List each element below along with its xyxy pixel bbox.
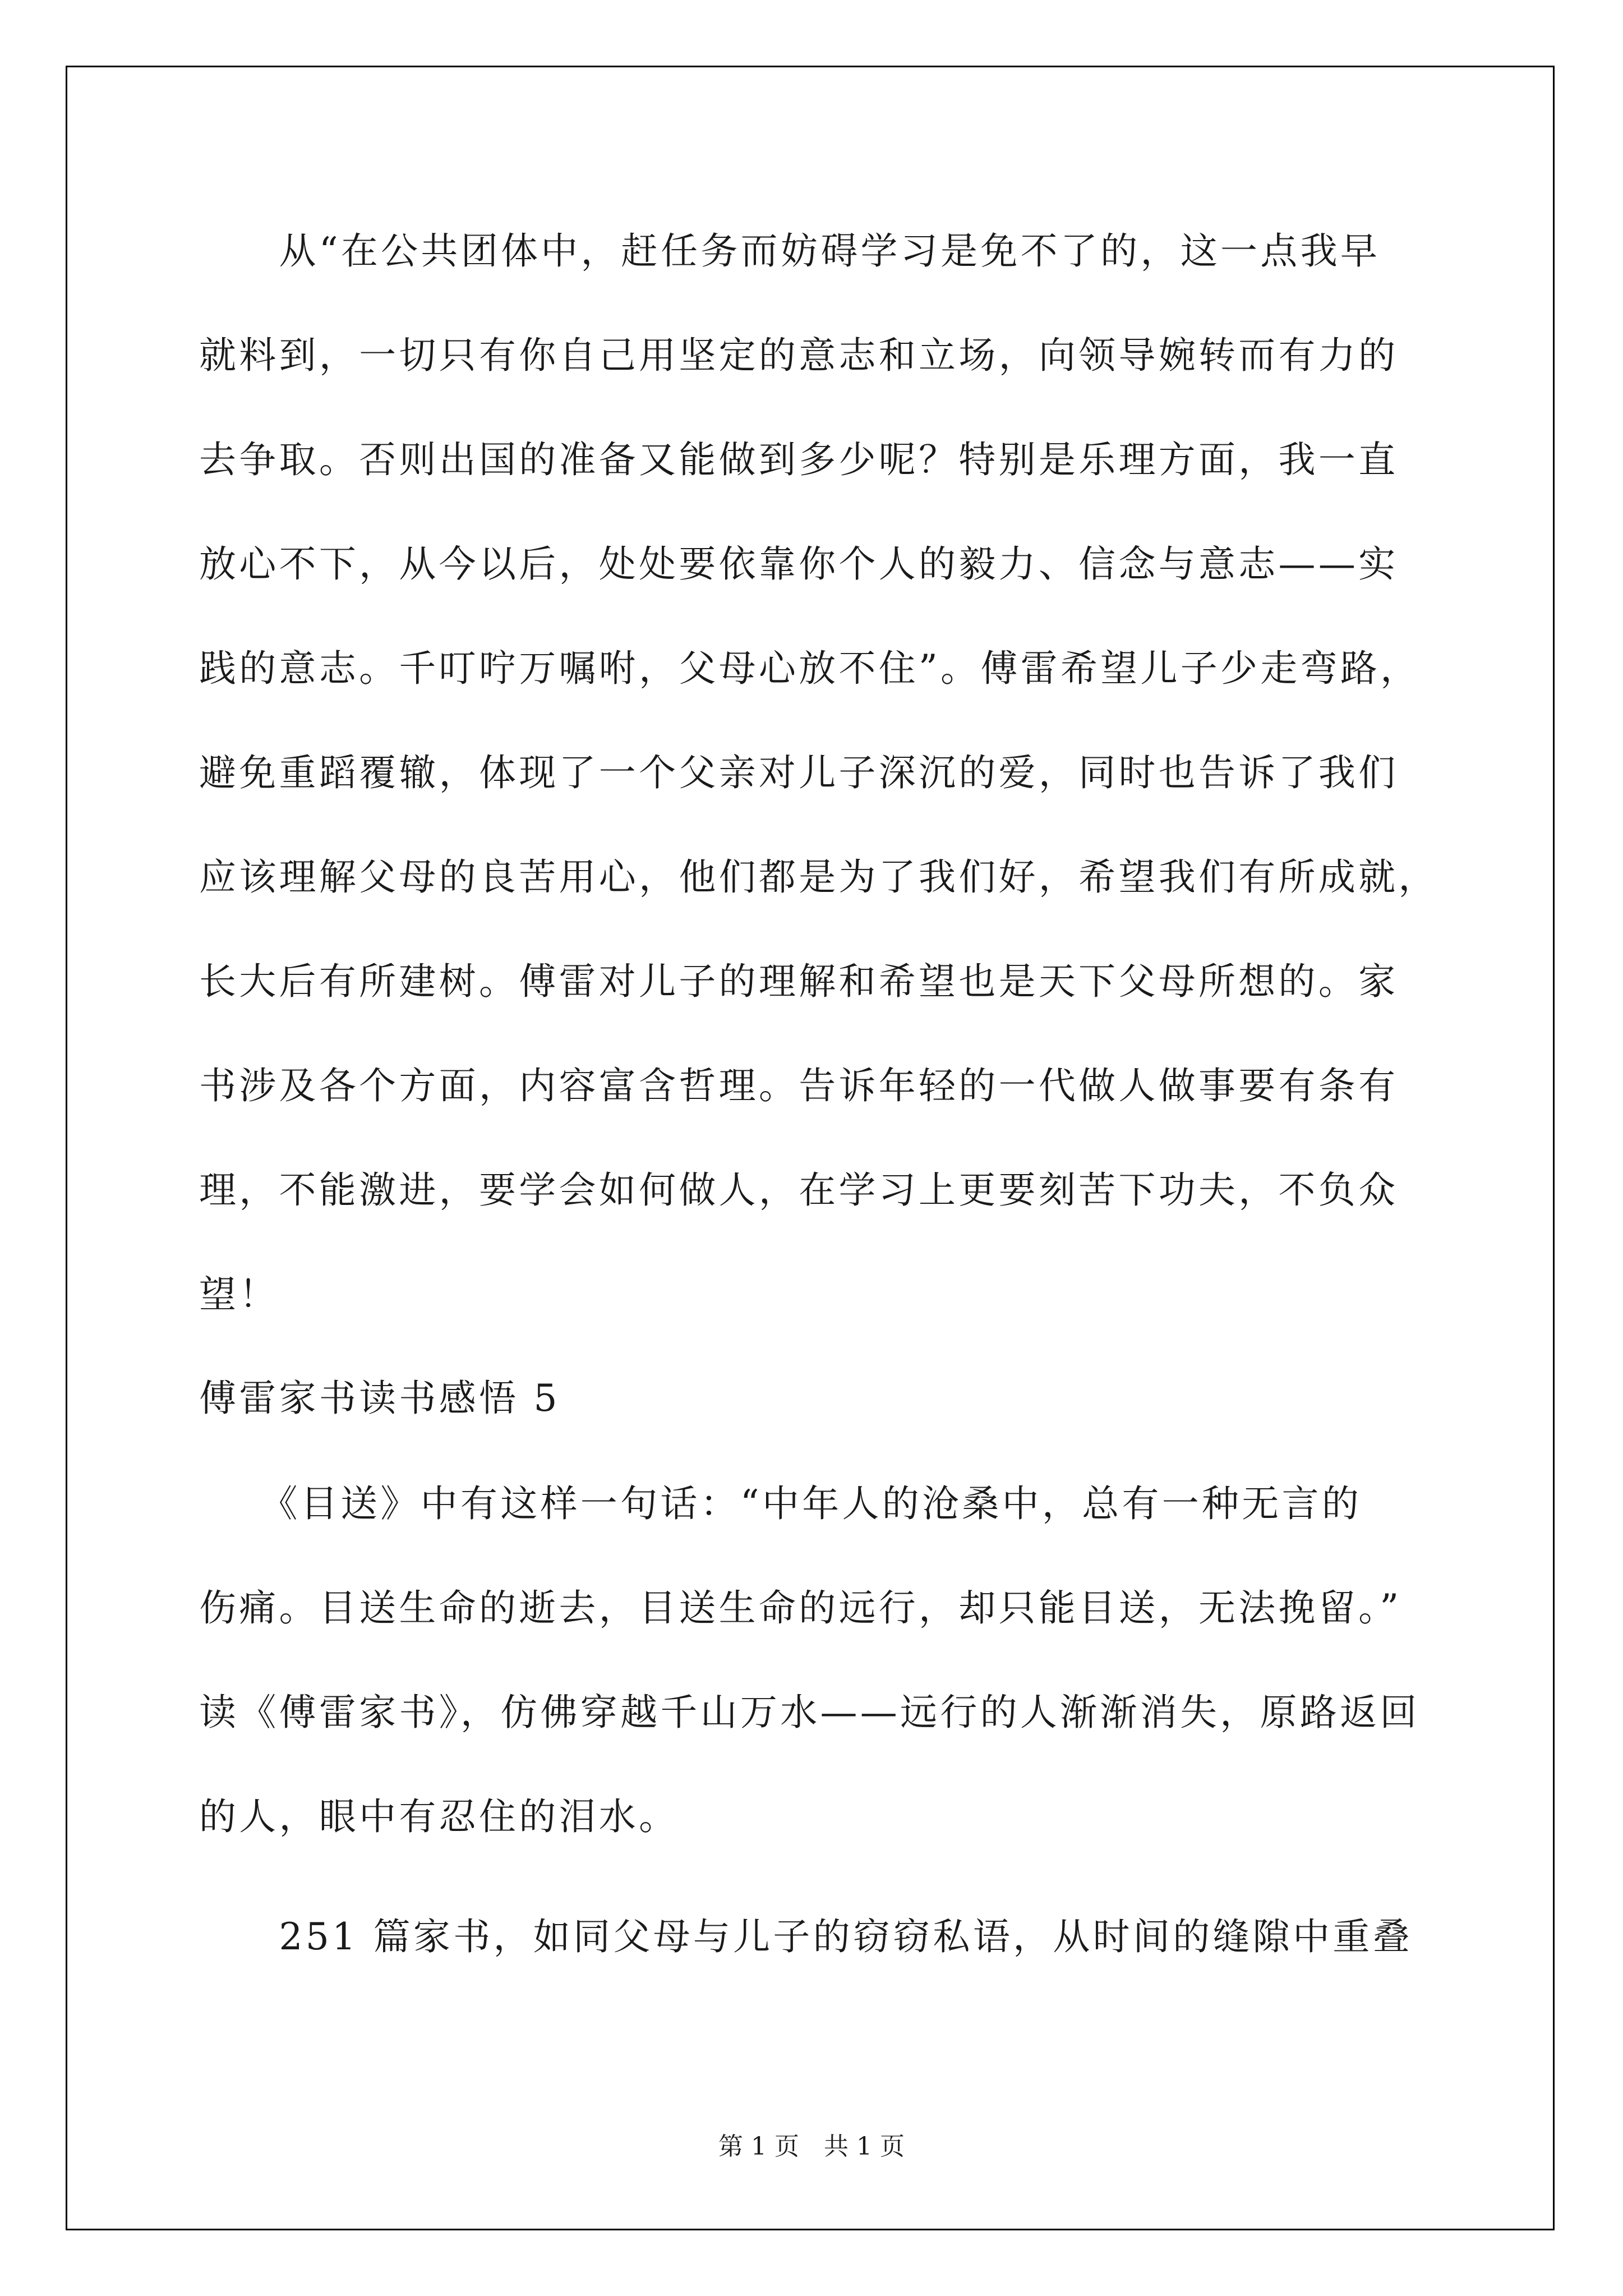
paragraph-line: 放心不下，从今以后，处处要依靠你个人的毅力、信念与意志——实	[199, 542, 1399, 586]
paragraph-3	[199, 1885, 1450, 1989]
paragraph-line: 避免重蹈覆辙，体现了一个父亲对儿子深沉的爱，同时也告诉了我们	[199, 751, 1399, 794]
section-heading	[199, 1346, 1450, 1451]
paragraph-line: 望！	[199, 1273, 279, 1316]
paragraph-1	[199, 199, 1450, 1347]
paragraph-line: 长大后有所建树。傅雷对儿子的理解和希望也是天下父母所想的。家	[199, 960, 1399, 1003]
heading-text: 傅雷家书读书感悟 5	[199, 1377, 560, 1420]
paragraph-line: 《目送》中有这样一句话：“中年人的沧桑中，总有一种无言的	[199, 1482, 1362, 1525]
paragraph-line: 伤痛。目送生命的逝去，目送生命的远行，却只能目送，无法挽留。”	[199, 1586, 1402, 1630]
paragraph-line: 践的意志。千叮咛万嘱咐，父母心放不住”。傅雷希望儿子少走弯路，	[199, 647, 1421, 690]
paragraph-line: 的人，眼中有忍住的泪水。	[199, 1795, 679, 1838]
paragraph-2	[199, 1452, 1450, 1869]
paragraph-line: 251 篇家书，如同父母与儿子的窃窃私语，从时间的缝隙中重叠	[199, 1915, 1413, 1958]
paragraph-line: 理，不能激进，要学会如何做人，在学习上更要刻苦下功夫，不负众	[199, 1168, 1399, 1212]
paragraph-line: 从“在公共团体中，赶任务而妨碍学习是免不了的，这一点我早	[199, 229, 1381, 273]
paragraph-line: 去争取。否则出国的准备又能做到多少呢？特别是乐理方面，我一直	[199, 438, 1399, 481]
paragraph-line: 应该理解父母的良苦用心，他们都是为了我们好，希望我们有所成就，	[199, 855, 1438, 899]
paragraph-line: 读《傅雷家书》，仿佛穿越千山万水——远行的人渐渐消失，原路返回	[199, 1691, 1420, 1734]
paragraph-line: 书涉及各个方面，内容富含哲理。告诉年轻的一代做人做事要有条有	[199, 1064, 1399, 1107]
paragraph-line: 就料到，一切只有你自己用坚定的意志和立场，向领导婉转而有力的	[199, 334, 1399, 377]
page-footer: 第 1 页 共 1 页	[718, 2132, 905, 2161]
